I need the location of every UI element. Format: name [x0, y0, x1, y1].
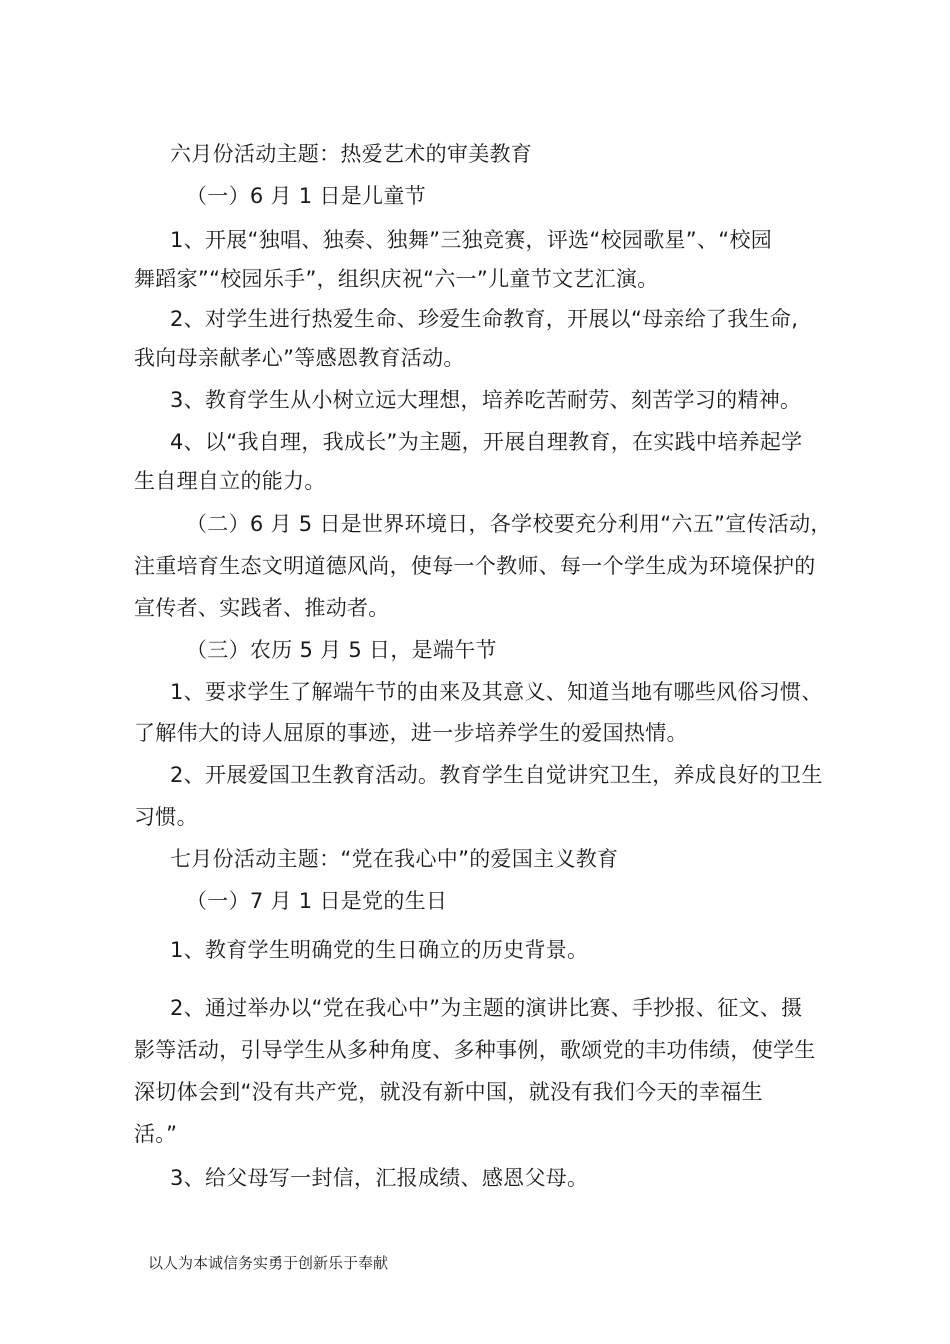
paragraph-line: 1、要求学生了解端午节的由来及其意义、知道当地有哪些风俗习惯、	[170, 680, 823, 704]
paragraph-line: 1、教育学生明确党的生日确立的历史背景。	[170, 938, 589, 962]
paragraph-line: 活。”	[134, 1122, 178, 1146]
paragraph-line: 1、开展“独唱、独奏、独舞”三独竞赛，评选“校园歌星”、“校园	[170, 228, 773, 252]
heading-june-theme: 六月份活动主题：热爱艺术的审美教育	[170, 142, 533, 166]
paragraph-line: 深切体会到“没有共产党，就没有新中国，就没有我们今天的幸福生	[134, 1080, 763, 1104]
page-footer: 以人为本诚信务实勇于创新乐于奉献	[148, 1254, 389, 1272]
paragraph-line: 生自理自立的能力。	[134, 469, 326, 493]
subheading-childrens-day: （一）6 月 1 日是儿童节	[186, 184, 426, 208]
paragraph-line: 影等活动，引导学生从多种角度、多种事例，歌颂党的丰功伟绩，使学生	[134, 1038, 816, 1062]
paragraph-line: 我向母亲献孝心”等感恩教育活动。	[134, 346, 465, 370]
paragraph-line: 2、对学生进行热爱生命、珍爱生命教育，开展以“母亲给了我生命,	[170, 307, 799, 331]
subheading-party-birthday: （一）7 月 1 日是党的生日	[186, 889, 448, 913]
paragraph-line: 注重培育生态文明道德风尚，使每一个教师、每一个学生成为环境保护的	[134, 554, 816, 578]
paragraph-line: 4、以“我自理，我成长”为主题，开展自理教育，在实践中培养起学	[170, 430, 803, 454]
paragraph-line: 了解伟大的诗人屈原的事迹，进一步培养学生的爱国热情。	[134, 721, 688, 745]
paragraph-line: 2、开展爱国卫生教育活动。教育学生自觉讲究卫生，养成良好的卫生	[170, 763, 823, 787]
paragraph-line: 习惯。	[134, 805, 198, 829]
paragraph-line: 3、给父母写一封信，汇报成绩、感恩父母。	[170, 1166, 589, 1190]
subheading-dragon-boat-festival: （三）农历 5 月 5 日，是端午节	[186, 638, 497, 662]
paragraph-line: 宣传者、实践者、推动者。	[134, 596, 390, 620]
subheading-environment-day: （二）6 月 5 日是世界环境日，各学校要充分利用“六五”宣传活动，	[186, 512, 832, 536]
paragraph-line: 2、通过举办以“党在我心中”为主题的演讲比赛、手抄报、征文、摄	[170, 996, 803, 1020]
paragraph-line: 舞蹈家”“校园乐手”，组织庆祝“六一”儿童节文艺汇演。	[134, 267, 659, 291]
heading-july-theme: 七月份活动主题：“党在我心中”的爱国主义教育	[170, 847, 619, 871]
paragraph-line: 3、教育学生从小树立远大理想，培养吃苦耐劳、刻苦学习的精神。	[170, 388, 802, 412]
